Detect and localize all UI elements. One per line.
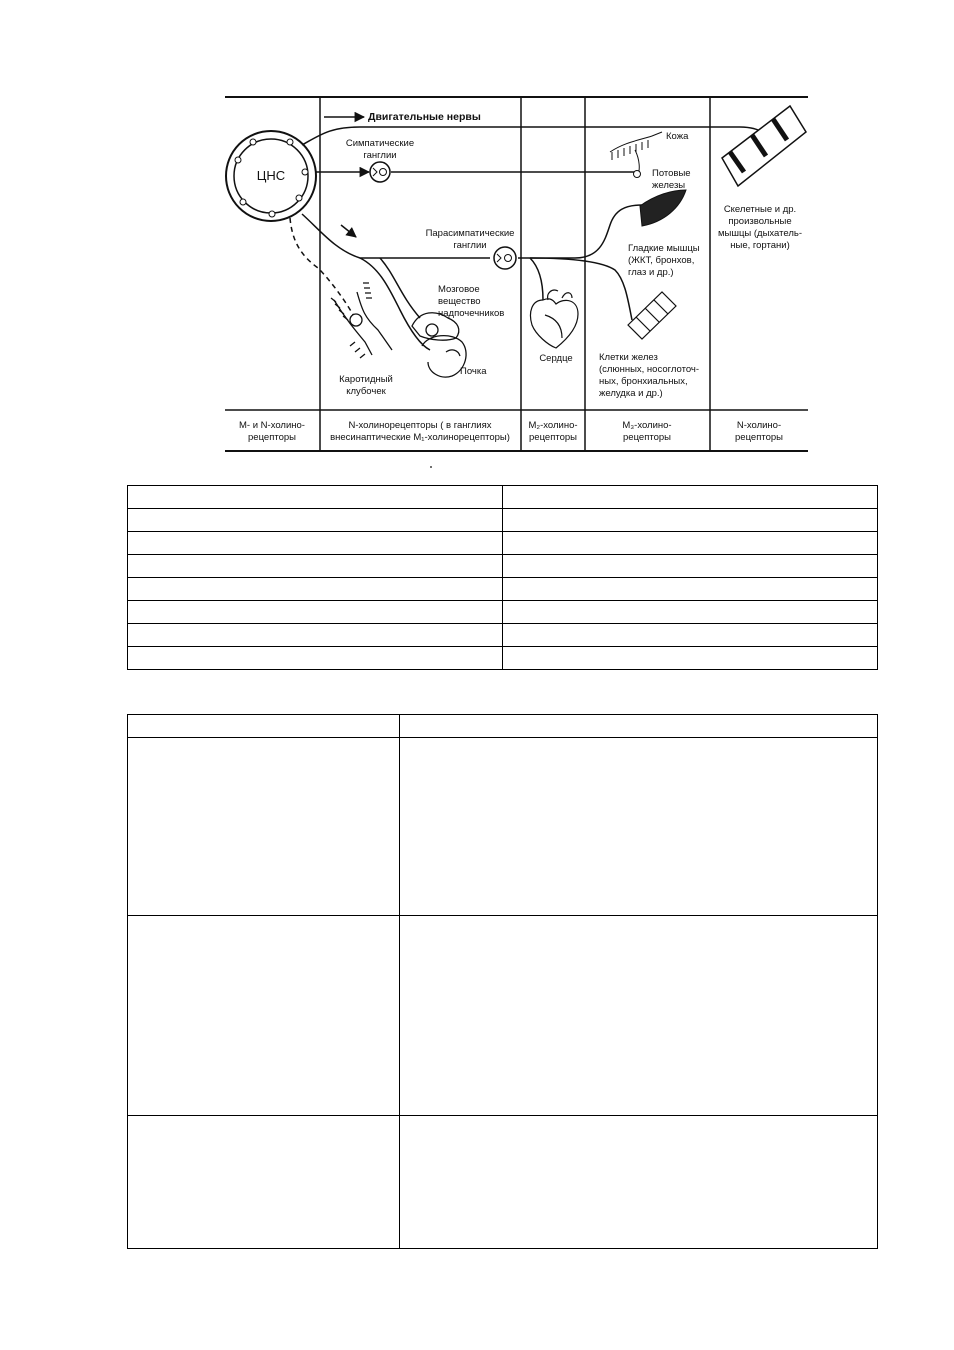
svg-text:ганглии: ганглии <box>363 150 397 161</box>
table-cell <box>128 916 400 1116</box>
table-cell <box>400 916 878 1116</box>
table-cell <box>503 601 878 624</box>
table-row <box>128 532 878 555</box>
kidney-label: Почка <box>460 366 487 377</box>
svg-text:вещество: вещество <box>438 296 481 307</box>
sympathetic-ganglia-label <box>346 138 414 161</box>
svg-text:Потовые: Потовые <box>652 168 691 179</box>
table-cell <box>128 715 400 738</box>
table-cell <box>503 555 878 578</box>
svg-text:клубочек: клубочек <box>346 386 386 397</box>
gland-cells-icon <box>628 292 676 339</box>
table-cell <box>503 624 878 647</box>
svg-text:глаз и др.): глаз и др.) <box>628 267 674 278</box>
table-row <box>128 715 878 738</box>
receptor-label-col2 <box>330 420 510 443</box>
svg-text:железы: железы <box>652 180 686 191</box>
svg-text:желудка и др.): желудка и др.) <box>599 388 663 399</box>
smooth-muscles-label <box>628 243 700 278</box>
svg-text:Каротидный: Каротидный <box>339 374 393 385</box>
gland-cells-label <box>599 352 699 399</box>
svg-text:рецепторы: рецепторы <box>623 432 671 443</box>
svg-text:Скелетные и др.: Скелетные и др. <box>723 204 797 215</box>
svg-text:M₃-холино-: M₃-холино- <box>622 420 672 431</box>
receptor-label-col1 <box>239 420 305 443</box>
table-row <box>128 578 878 601</box>
svg-text:внесинаптические M₁-холинореце: внесинаптические M₁-холинорецепторы) <box>330 432 510 443</box>
svg-text:произвольные: произвольные <box>728 216 792 227</box>
svg-text:ных, бронхиальных,: ных, бронхиальных, <box>599 376 688 387</box>
empty-table-2 <box>127 714 878 1249</box>
svg-text:М- и N-холино-: М- и N-холино- <box>239 420 305 431</box>
table-cell <box>128 647 503 670</box>
sweat-glands-label <box>652 168 691 191</box>
scan-speck <box>430 466 432 468</box>
svg-text:ные, гортани): ные, гортани) <box>730 240 790 251</box>
table-cell <box>503 486 878 509</box>
table-row <box>128 509 878 532</box>
receptor-label-col4 <box>622 420 671 443</box>
svg-text:ганглии: ганглии <box>453 240 487 251</box>
svg-text:надпочечников: надпочечников <box>438 308 505 319</box>
table-row <box>128 624 878 647</box>
diagram-frame <box>225 97 808 451</box>
receptor-label-col3 <box>528 420 577 443</box>
table-row <box>128 1116 878 1249</box>
svg-text:Парасимпатические: Парасимпатические <box>425 228 515 239</box>
empty-table-1 <box>127 485 878 670</box>
svg-text:Симпатические: Симпатические <box>345 138 415 149</box>
skin-label: Кожа <box>666 131 689 142</box>
table-cell <box>128 486 503 509</box>
svg-text:мышцы (дыхатель-: мышцы (дыхатель- <box>717 228 803 239</box>
adrenal-medulla-label <box>438 284 504 319</box>
table-cell <box>128 1116 400 1249</box>
table-row <box>128 486 878 509</box>
table-row <box>128 601 878 624</box>
carotid-body-label <box>339 374 393 397</box>
cholinoreceptor-diagram <box>0 0 954 480</box>
heart-label: Сердце <box>539 353 573 364</box>
table-cell <box>400 1116 878 1249</box>
table-cell <box>128 601 503 624</box>
table-cell <box>128 738 400 916</box>
svg-text:Мозговое: Мозговое <box>438 284 480 295</box>
table-cell <box>128 578 503 601</box>
motor-nerves-label <box>368 111 481 123</box>
cns-label: ЦНС <box>256 168 286 183</box>
table-cell <box>503 647 878 670</box>
svg-text:N-холино-: N-холино- <box>736 420 782 431</box>
table-row <box>128 738 878 916</box>
skeletal-muscle-icon <box>722 106 806 186</box>
table-cell <box>503 578 878 601</box>
table-row <box>128 647 878 670</box>
table-cell <box>128 532 503 555</box>
table-row <box>128 555 878 578</box>
table-row <box>128 916 878 1116</box>
svg-text:(слюнных, носоглоточ-: (слюнных, носоглоточ- <box>599 364 700 375</box>
table-cell <box>503 509 878 532</box>
svg-text:рецепторы: рецепторы <box>248 432 296 443</box>
table-cell <box>503 532 878 555</box>
svg-text:Двигательные нервы: Двигательные нервы <box>368 111 481 123</box>
skeletal-muscles-label <box>718 204 802 251</box>
table-cell <box>128 509 503 532</box>
sympathetic-ganglion <box>370 162 390 182</box>
svg-text:N-холинорецепторы ( в ганглиях: N-холинорецепторы ( в ганглиях <box>348 420 492 431</box>
svg-text:Гладкие мышцы: Гладкие мышцы <box>628 243 700 254</box>
receptor-label-col5 <box>735 420 783 443</box>
svg-text:(ЖКТ, бронхов,: (ЖКТ, бронхов, <box>628 255 695 266</box>
svg-text:рецепторы: рецепторы <box>735 432 783 443</box>
parasympathetic-ganglion <box>494 247 516 269</box>
adrenal-kidney-icon <box>412 313 466 377</box>
table-cell <box>128 624 503 647</box>
table-cell <box>400 715 878 738</box>
table-cell <box>400 738 878 916</box>
svg-text:рецепторы: рецепторы <box>529 432 577 443</box>
svg-text:Клетки желез: Клетки желез <box>599 352 658 363</box>
table-cell <box>128 555 503 578</box>
svg-text:M₂-холино-: M₂-холино- <box>528 420 578 431</box>
smooth-muscle-icon <box>640 190 686 226</box>
heart-icon <box>530 290 578 348</box>
